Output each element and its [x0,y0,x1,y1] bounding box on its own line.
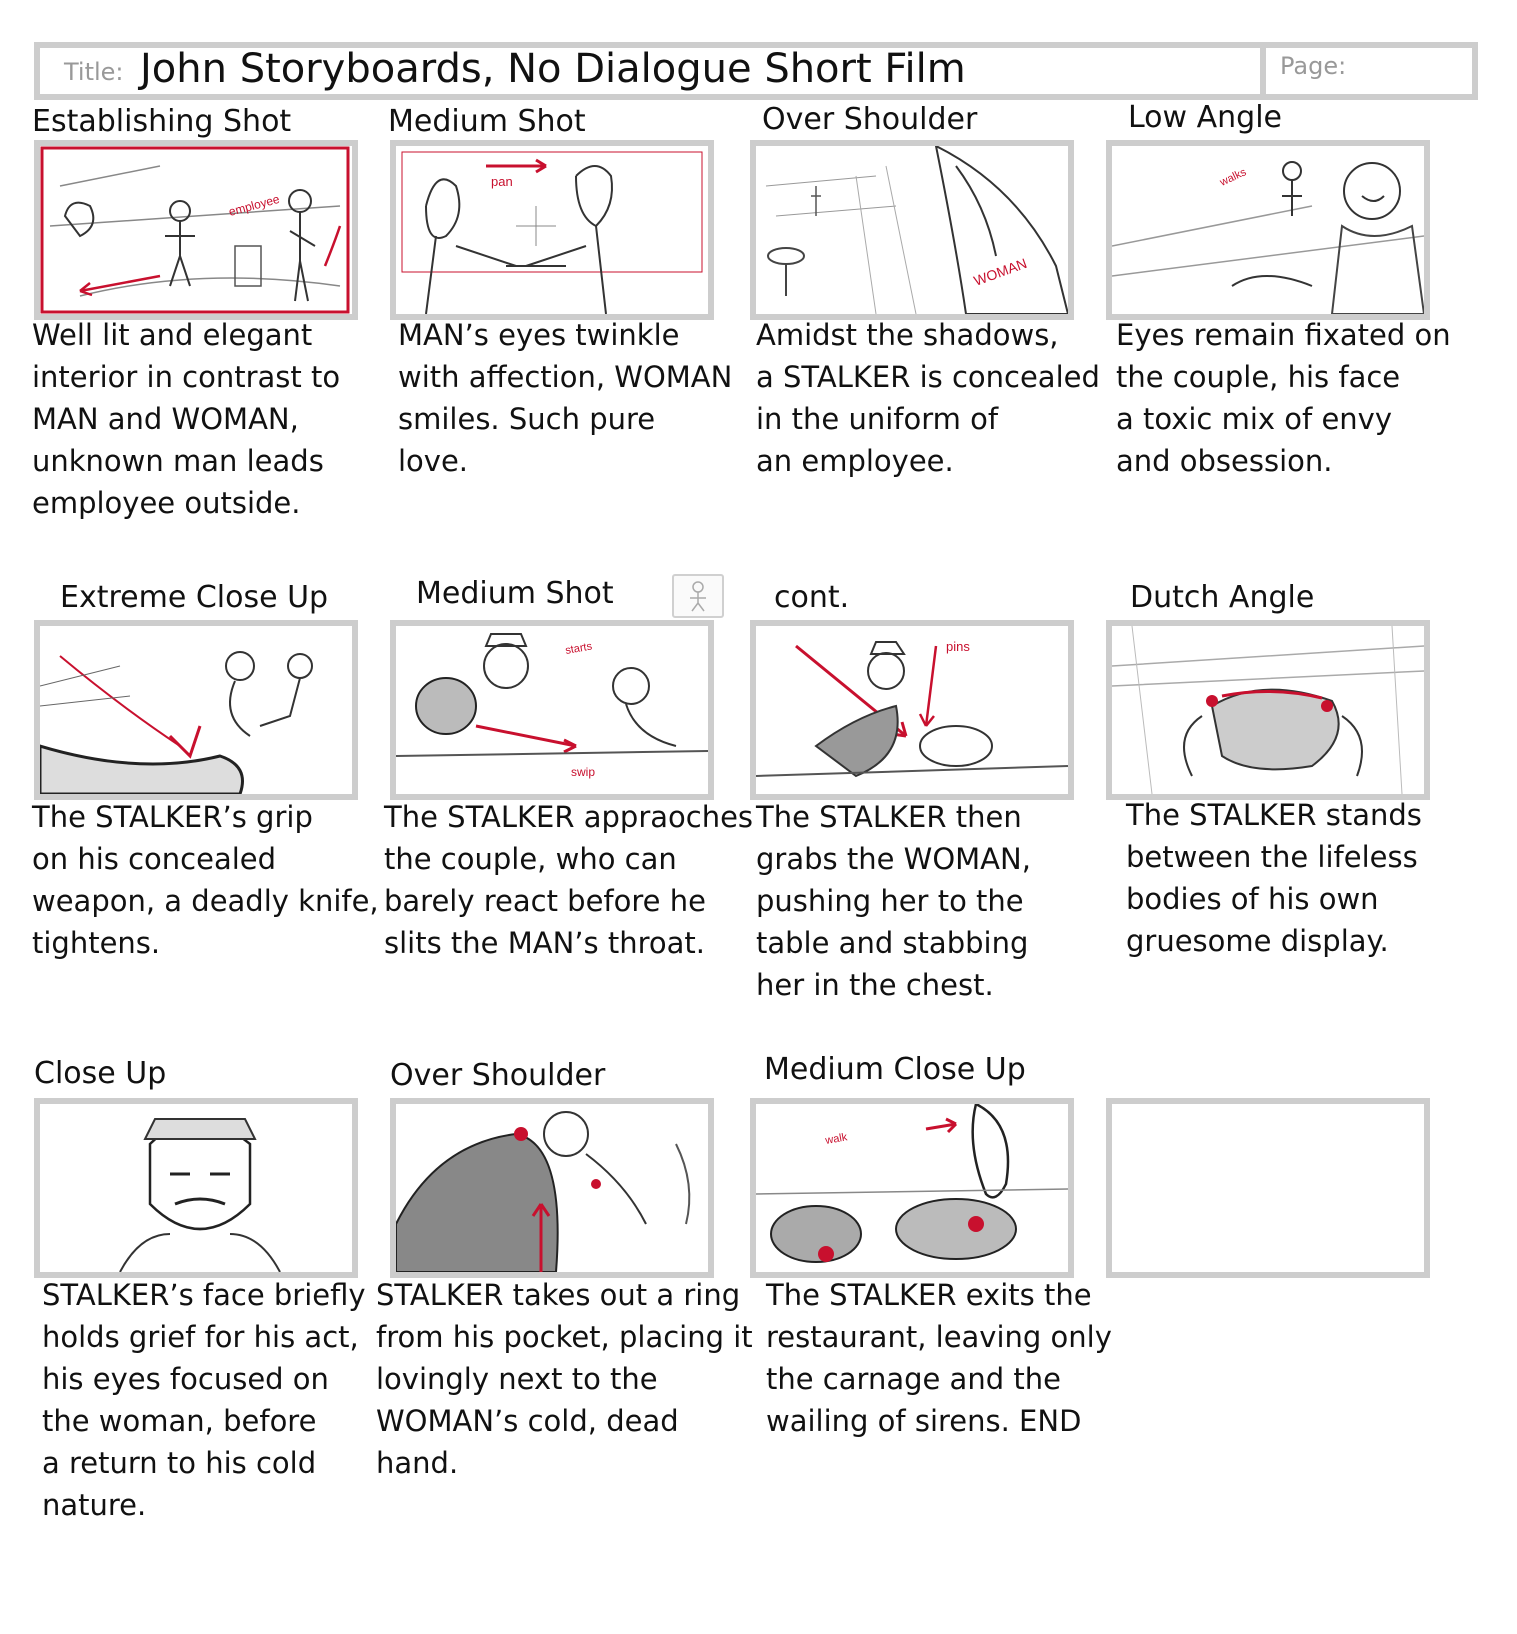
panel-description: MAN’s eyes twinkle with affection, WOMAN smiles. Such pure love. [398,318,733,478]
sketch-frame [34,140,358,320]
page-label: Page: [1280,52,1347,80]
empty-sketch-frame [1106,1098,1430,1278]
guide-line [746,1522,1066,1527]
guide-line [1102,1396,1422,1401]
guide-line [386,1044,706,1049]
guide-line [386,1002,706,1007]
sketch-frame [750,140,1074,320]
sketch-dutch-angle [1112,626,1424,794]
guide-line [746,520,1066,525]
title-label: Title: [64,58,124,86]
panel-description: The STALKER’s grip on his concealed weapon, a deadly knife, tightens. [32,800,379,960]
sketch-frame [390,620,714,800]
sketch-frame [1106,140,1430,320]
sketch-medium-close-up [756,1104,1068,1272]
sketch-close-up [40,1104,352,1272]
guide-line [386,562,706,567]
sketch-frame [390,140,714,320]
annotation-text: WOMAN [971,254,1029,289]
page-title: John Storyboards, No Dialogue Short Film [140,46,966,92]
guide-line [1102,562,1422,567]
annotation-text: swip [571,765,596,779]
sketch-establishing [40,146,352,314]
title-bar [34,42,1478,100]
panel-description: Amidst the shadows, a STALKER is concealed in the uniform of an employee. [756,318,1100,478]
guide-line [746,562,1066,567]
shot-label: Extreme Close Up [60,580,329,615]
annotation-text: starts [564,640,594,657]
shot-label: Establishing Shot [32,104,292,139]
guide-line [746,1480,1066,1485]
shot-label: Dutch Angle [1130,580,1315,615]
sketch-frame [34,1098,358,1278]
panel-description: Eyes remain fixated on the couple, his face a toxic mix of envy and obsession. [1116,318,1451,478]
shot-label: Over Shoulder [762,102,978,137]
shot-label: Over Shoulder [390,1058,606,1093]
panel-description: The STALKER stands between the lifeless bodies of his own gruesome display. [1126,798,1422,958]
annotation-text: walk [824,1131,849,1147]
sketch-low-angle [1112,146,1424,314]
guide-line [30,1044,350,1049]
guide-line [1102,1438,1422,1443]
sketch-frame [1106,620,1430,800]
guide-line [1102,1522,1422,1527]
guide-line [30,1002,350,1007]
panel-description: Well lit and elegant interior in contrast to MAN and WOMAN, unknown man leads employee outside. [32,318,341,520]
sketch-frame [750,620,1074,800]
guide-line [1102,1312,1422,1317]
shot-label: cont. [774,580,850,615]
panel-description: STALKER takes out a ring from his pocket, placing it lovingly next to the WOMAN’s cold, dead hand. [376,1278,753,1480]
panel-description: The STALKER exits the restaurant, leaving only the carnage and the wailing of sirens. END [766,1278,1112,1438]
guide-line [1102,1480,1422,1485]
annotation-text: walks [1218,166,1249,189]
sketch-frame [750,1098,1074,1278]
guide-line [386,520,706,525]
sketch-medium-shot [396,146,708,314]
figure-thumbnail-icon [672,574,724,618]
shot-label: Low Angle [1128,100,1282,135]
shot-label: Medium Shot [388,104,586,139]
sketch-medium-shot-2 [396,626,708,794]
guide-line [1102,1044,1422,1049]
panel-description: The STALKER then grabs the WOMAN, pushing her to the table and stabbing her in the chest. [756,800,1031,1002]
sketch-cont [756,626,1068,794]
sketch-extreme-close-up [40,626,352,794]
sketch-over-shoulder-2 [396,1104,708,1272]
annotation-text: pan [491,174,513,189]
guide-line [1102,1002,1422,1007]
guide-line [746,1044,1066,1049]
sketch-over-shoulder [756,146,1068,314]
guide-line [1102,1354,1422,1359]
annotation-text: employee [227,191,282,219]
guide-line [30,562,350,567]
sketch-frame [34,620,358,800]
sketch-frame [390,1098,714,1278]
annotation-text: pins [946,639,970,654]
shot-label: Close Up [34,1056,167,1091]
page-number-box [1260,42,1472,100]
panel-description: STALKER’s face briefly holds grief for his act, his eyes focused on the woman, before a return to his cold nature. [42,1278,366,1522]
guide-line [1102,520,1422,525]
shot-label: Medium Close Up [764,1052,1026,1087]
shot-label: Medium Shot [416,576,614,611]
panel-description: The STALKER appraoches the couple, who can barely react before he slits the MAN’s throat. [384,800,754,960]
guide-line [386,1522,706,1527]
